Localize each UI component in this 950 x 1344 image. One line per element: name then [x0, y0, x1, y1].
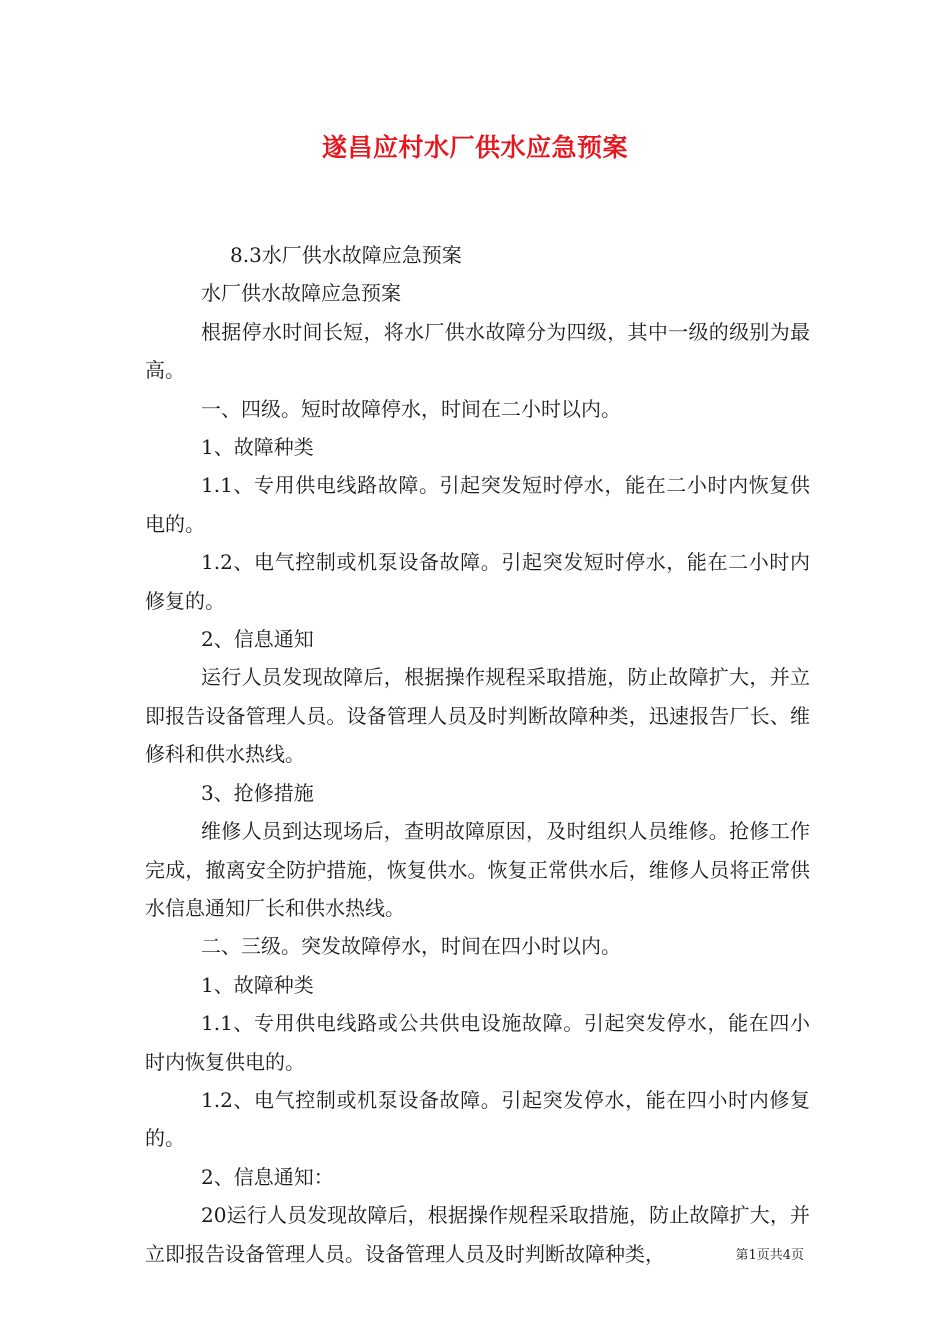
level-heading: 一、四级。短时故障停水，时间在二小时以内。: [201, 396, 621, 421]
page-number: 第1页共4页: [735, 1248, 804, 1263]
paragraph: 1.1、专用供电线路故障。引起突发短时停水，能在二小时内恢复供电的。: [145, 473, 810, 536]
paragraph: 1.1、专用供电线路或公共供电设施故障。引起突发停水，能在四小时内恢复供电的。: [145, 1011, 810, 1074]
paragraph: 运行人员发现故障后，根据操作规程采取措施，防止故障扩大，并立即报告设备管理人员。设备管理人员及时判断故障种类，迅速报告厂长、维修科和供水热线。: [145, 665, 810, 767]
item-heading: 1、故障种类: [201, 435, 314, 460]
paragraph: 维修人员到达现场后，查明故障原因，及时组织人员维修。抢修工作完成，撤离安全防护措施，恢复供水。恢复正常供水后，维修人员将正常供水信息通知厂长和供水热线。: [145, 819, 810, 920]
subheading: 水厂供水故障应急预案: [201, 281, 401, 306]
item-heading: 2、信息通知: [201, 627, 314, 652]
document-title: 遂昌应村水厂供水应急预案: [321, 133, 628, 162]
level-heading: 二、三级。突发故障停水，时间在四小时以内。: [201, 934, 621, 959]
paragraph: 1.2、电气控制或机泵设备故障。引起突发短时停水，能在二小时内修复的。: [145, 550, 810, 613]
paragraph: 20运行人员发现故障后，根据操作规程采取措施，防止故障扩大，并立即报告设备管理人员。设备管理人员及时判断故障种类，: [145, 1203, 810, 1266]
item-heading: 2、信息通知：: [201, 1164, 334, 1189]
section-heading: 8.3水厂供水故障应急预案: [230, 243, 462, 267]
paragraph: 根据停水时间长短，将水厂供水故障分为四级，其中一级的级别为最高。: [145, 319, 810, 383]
document-body: [145, 236, 810, 1273]
item-heading: 1、故障种类: [201, 972, 314, 997]
item-heading: 3、抢修措施: [201, 780, 314, 805]
paragraph: 1.2、电气控制或机泵设备故障。引起突发停水，能在四小时内修复的。: [145, 1087, 810, 1151]
